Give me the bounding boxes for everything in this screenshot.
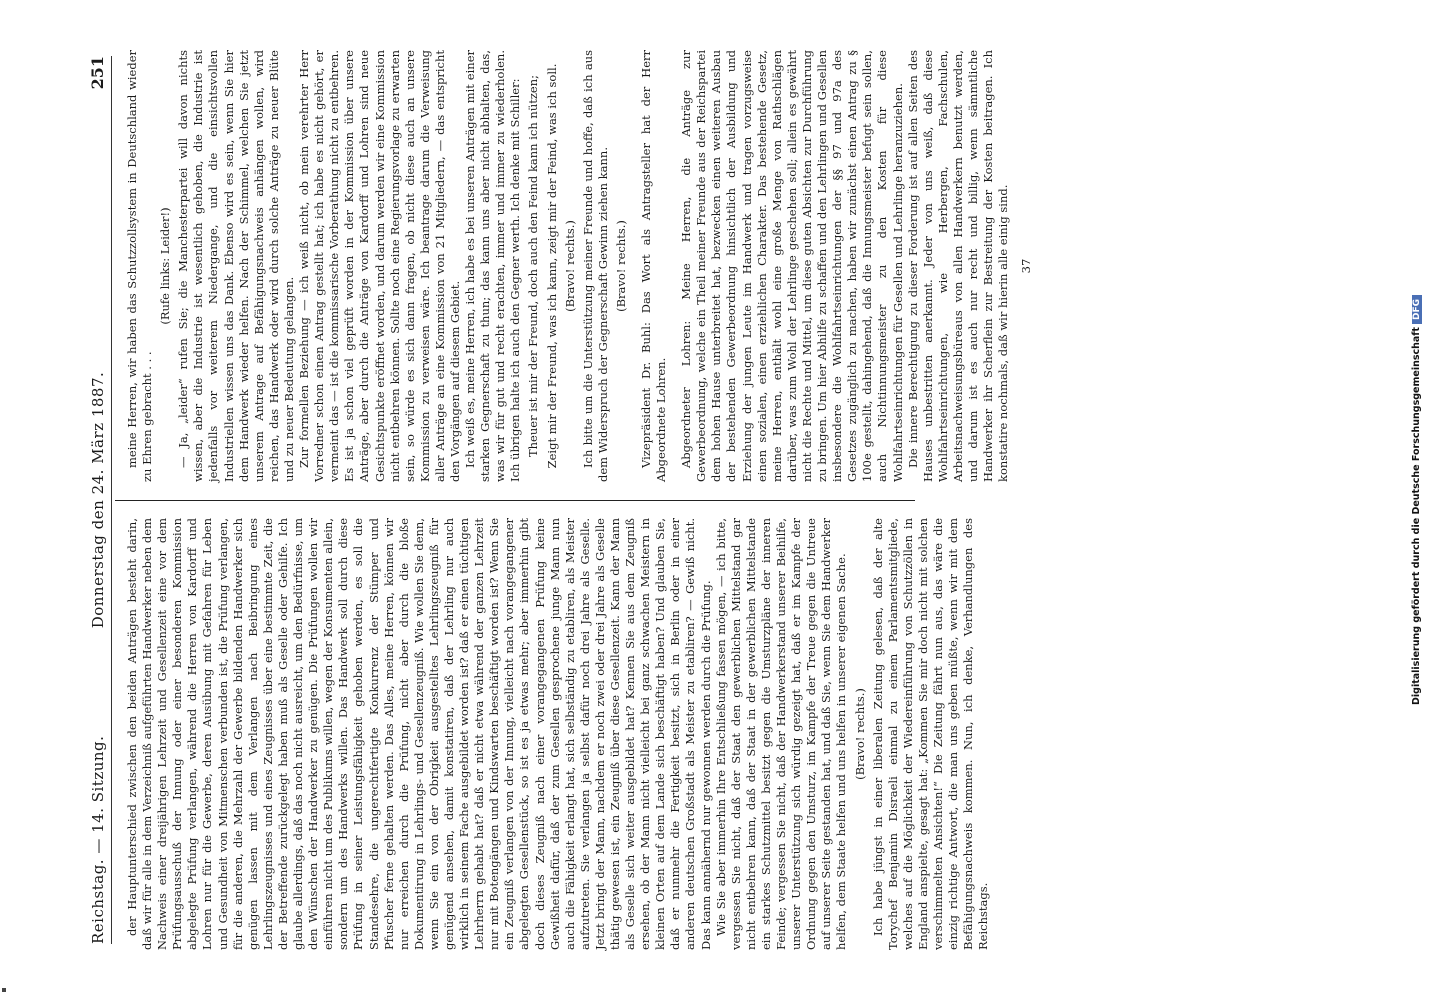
- right-paragraph-1: meine Herren, wir haben das Schutzzollsystem in Deutschland wieder zu Ehren gebracht . . .: [125, 50, 155, 482]
- right-paragraph-7: Abgeordneter Lohren: Meine Herren, die Anträge zur Gewerbeordnung, welche ein Theil meiner Freunde aus der Reichspartei dem hohen Hause unterbreitet hat, bezwecken einen weiteren Ausbau der bestehenden Gewerbeordnung hinsichtlich der Ausbildung und Erziehung der jungen Leute im Handwerk und tragen vorzugsweise einen sozialen, einen erziehlichen Charakter. Das bestehende Gesetz, meine Herren, enthält wohl eine große Menge von Rathschlägen darüber, was zum Wohl der Lehrlinge geschehen soll; allein es gewährt nicht die Rechte und Mittel, um diese guten Absichten zur Durchführung zu bringen. Um hier Abhilfe zu schaffen und den Lehrlingen und Gesellen insbesondere die Wohlfahrtseinrichtungen der §§ 97 und 97a des Gesetzes zugänglich zu machen, haben wir zunächst einen Antrag zu § 100e gestellt, dahingehend, daß die Innungsmeister befugt sein sollen, auch Nichtinnungsmeister zu den Kosten für diese Wohlfahrtseinrichtungen für Gesellen und Lehrlinge heranzuziehen.: [679, 50, 905, 482]
- verse-line-2: Zeigt mir der Freund, was ich kann, zeigt mir der Feind, was ich soll.: [544, 63, 559, 469]
- right-interjection-3: (Bravo! rechts.): [613, 220, 628, 312]
- page-number: 251: [88, 56, 107, 90]
- credit-text: Digitalisierung gefördert durch die Deutsche Forschungsgemeinschaft: [1411, 327, 1422, 705]
- right-interjection-2: (Bravo! rechts.): [562, 220, 577, 312]
- verse-line-1: Theuer ist mir der Freund, doch auch den Feind kann ich nützen;: [526, 74, 541, 458]
- digitization-credit: [1411, 120, 1425, 880]
- right-paragraph-6: Vizepräsident Dr. Buhl: Das Wort als Antragsteller hat der Herr Abgeordnete Lohren.: [639, 50, 669, 482]
- signature-mark: 37: [1019, 258, 1034, 274]
- left-interjection: (Bravo! rechts.): [852, 688, 867, 780]
- page-header: [85, 56, 112, 944]
- left-text-column: [125, 518, 991, 950]
- left-paragraph-3: Ich habe jüngst in einer liberalen Zeitung gelesen, daß der alte Torychef Benjamin Disraeli einmal zu einem Parlamentsmitgliede, welches auf die Möglichkeit der Wiedereinführung von Schutzzöllen in England anspielte, gesagt hat: „Kommen Sie mir doch nicht mit solchen verschimmelten Ansichten!“ Die Zeitung fährt nun aus, das wäre die einzig richtige Antwort, die man uns geben müßte, wenn wir mit dem Befähigungsnachweis kommen. Nun, ich denke, Verhandlungen des Reichstags.: [870, 518, 991, 950]
- header-session: Reichstag. — 14. Sitzung.: [89, 735, 107, 944]
- right-paragraph-3: Zur formellen Beziehung — ich weiß nicht, ob mein verehrter Herr Vorredner schon einen Antrag gestellt hat; ich habe es nicht gehört, er vermeint das — ist die kommissarische Vorberathung nicht zu entbehren. Es ist ja schon viel geprüft worden in der Kommission über unsere Anträge, aber durch die Anträge von Kardorff und Lohren sind neue Gesichtspunkte eröffnet worden, und darum werden wir eine Kommission nicht entbehren können. Sollte noch eine Regierungsvorlage zu erwarten sein, so würde es sich dann fragen, ob nicht diese auch an unsere Kommission zu verweisen wäre. Ich beantrage darum die Verweisung aller Anträge an eine Kommission von 21 Mitgliedern, — das entspricht den Vorgängen auf diesem Gebiet.: [297, 50, 462, 482]
- left-paragraph-2: Wie Sie aber immerhin Ihre Entschließung fassen mögen, — ich bitte, vergessen Sie nicht, daß der Staat den gewerblichen Mittelstand gar nicht entbehren kann, daß der Staat in der gewerblichen Mittelstande ein starkes Schutzmittel besitzt gegen die Umsturzpläne der inneren Feinde; vergessen Sie nicht, daß der Handwerkerstand unserer Beihilfe, unserer Unterstützung sich würdig gezeigt hat, daß er im Kampfe der Ordnung gegen den Umsturz, im Kampfe der Treue gegen die Untreue auf unserer Seite gestanden hat, und daß Sie, wenn Sie dem Handwerker helfen, dem Staate helfen und uns helfen in unserer eigenen Sache.: [713, 518, 849, 950]
- right-paragraph-2: — Ja, „leider“ rufen Sie; die Manchesterpartei will davon nichts wissen, aber die Industrie ist wesentlich gehoben, die Industrie ist jedenfalls vor weiterem Niedergange, und die einsichtsvollen Industriellen wissen uns das Dank. Ebenso wird es sein, wenn Sie hier dem Handwerk wieder helfen. Nach der Schimmel, welchen Sie jetzt unserem Antrage auf Befähigungsnachweis anhängen wollen, wird reichen, das Handwerk oder wird durch solche Anträge zu neuer Blüte und zu neuer Bedeutung gelangen.: [176, 50, 296, 482]
- left-paragraph-1: der Hauptunterschied zwischen den beiden Anträgen besteht darin, daß wir für alle in dem Verzeichniß aufgeführten Handwerker neben dem Nachweis einer dreijährigen Lehrzeit und Gesellenzeit eine vor dem Prüfungsausschuß der Innung oder einer besonderen Kommission abgelegte Prüfung verlangen, während die Herren von Kardorff und Lohren nur für die Gewerbe, deren Ausübung mit Gefahren für Leben und Gesundheit von Mitmenschen verbunden ist, die Prüfung verlangen, für die anderen, die Mehrzahl der Gewerbe bildenden Handwerker sich genügen lassen mit dem Verlangen nach Beibringung eines Lehrlingszeugnisses und eines Zeugnisses über eine bestimmte Zeit, die der Betreffende zurückgelegt haben muß als Geselle oder Gehilfe. Ich glaube allerdings, daß das noch nicht ausreicht, um den Bedürfnisse, um den Wünschen der Handwerker zu genügen. Die Prüfungen wollen wir einführen nicht um des Publikums willen, wegen der Konsumenten allein, sondern um des Handwerks willen. Das Handwerk soll durch diese Prüfung in seiner Leistungsfähigkeit gehoben werden, es soll die Standesehre, die ungerechtfertigte Konkurrenz der Stümper und Pfuscher ferne gehalten werden. Das Alles, meine Herren, können wir nur erreichen durch die Prüfung, nicht aber durch die bloße Dokumentirung in Lehrlings- und Gesellenzeugniß. Wie wollen Sie denn, wenn Sie ein von der Obrigkeit ausgestelltes Lehrlingszeugniß für genügend ansehen, damit konstatiren, daß der Lehrling nur auch wirklich in seinem Fache ausgebildet worden ist? daß er einen tüchtigen Lehrherrn gehabt hat? daß er nicht etwa während der ganzen Lehrzeit nur mit Botengängen und Kindswarten beschäftigt worden ist? Wenn Sie ein Zeugniß verlangen von der Innung, vielleicht nach vorangegangener abgelegten Gesellenstück, so ist es ja etwas mehr; aber immerhin gibt doch dieses Zeugniß nach einer vorangegangenen Prüfung keine Gewißheit dafür, daß der zum Gesellen gesprochene junge Mann nun auch die Fähigkeit erlangt hat, sich selbständig zu etabliren, als Meister aufzutreten. Sie verlangen ja selbst dafür noch drei Jahre als Geselle. Jetzt bringt der Mann, nachdem er noch zwei oder drei Jahre als Geselle thätig gewesen ist, ein Zeugniß über diese Gesellenzeit. Kann der Mann als Geselle sich weiter ausgebildet hat? Kennen Sie aus dem Zeugniß ersehen, ob der Mann nicht vielleicht bei ganz schwachen Meistern in kleinen Orten auf dem Lande sich beschäftigt haben? Und glauben Sie, daß er nunmehr die Fertigkeit besitzt, sich in Berlin oder in einer anderen deutschen Großstadt als Meister zu etabliren? — Gewiß nicht. Das kann annähernd nur gewonnen werden durch die Prüfung.: [125, 518, 713, 950]
- right-paragraph-8: Die innere Berechtigung zu dieser Forderung ist auf allen Seiten des Hauses unbestritten anerkannt. Jeder von uns weiß, daß diese Wohlfahrtseinrichtungen, wie Herbergen, Fachschulen, Arbeitsnachweisungsbüreaus von allen Handwerkern benutzt werden, und darum ist es auch nur recht und billig, wenn sämmtliche Handwerker ihr Scherflein zur Bestreitung der Kosten beitragen. Ich konstatire nochmals, daß wir hierin alle einig sind.: [905, 50, 1011, 482]
- rotated-scan-page: [51, 20, 1381, 980]
- scan-corner-mark: [2, 988, 6, 992]
- right-interjection-1: (Rufe links: Leider!): [158, 207, 173, 325]
- right-paragraph-4: Ich weiß es, meine Herren, ich habe es bei unseren Anträgen mit einer starken Gegnerschaft zu thun; das kann uns aber nicht abhalten, das, was wir für gut und recht erachten, immer und immer zu wiederholen. Ich übrigen halte ich auch den Gegner werth. Ich denke mit Schiller:: [463, 50, 523, 482]
- dfg-logo: DFG: [1412, 295, 1422, 324]
- header-date: Donnerstag den 24. März 1887.: [89, 371, 107, 629]
- right-text-column: [125, 50, 1034, 482]
- right-paragraph-5: Ich bitte um die Unterstützung meiner Freunde und hoffe, daß ich aus dem Widerspruch der Gegnerschaft Gewinn ziehen kann.: [580, 50, 610, 482]
- column-divider: [115, 500, 915, 501]
